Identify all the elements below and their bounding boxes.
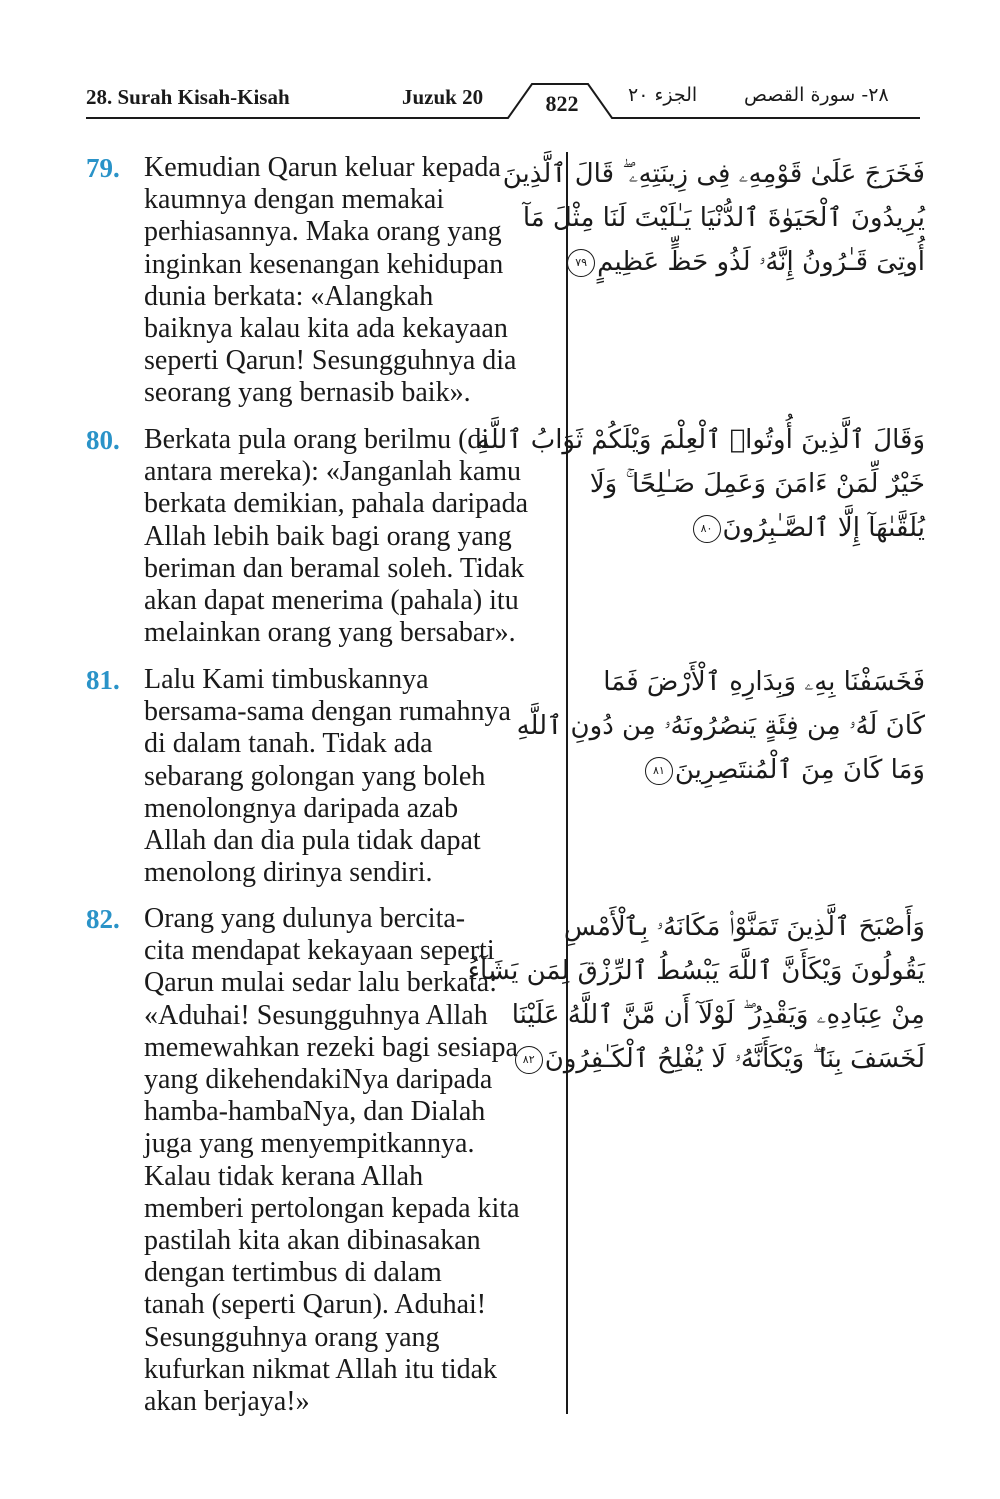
translation-line: Allah lebih baik bagi orang yang xyxy=(144,520,512,552)
translation-line: memberi pertolongan kepada kita xyxy=(144,1192,520,1224)
translation-line: di dalam tanah. Tidak ada xyxy=(144,728,433,760)
translation-line: pastilah kita akan dibinasakan xyxy=(144,1225,481,1257)
translation-line: seorang yang bernasib baik». xyxy=(144,377,471,409)
ayah-end-marker: ٨٢ xyxy=(515,1046,543,1074)
arabic-line: خَيْرٌ لِّمَنْ ءَامَنَ وَعَمِلَ صَـٰلِحًا ۚ وَلَا xyxy=(589,469,925,499)
translation-line: tanah (seperti Qarun). Aduhai! xyxy=(144,1289,487,1321)
arabic-line: يَقُولُونَ وَيْكَأَنَّ ٱللَّهَ يَبْسُطُ ٱلرِّزْقَ لِمَن يَشَآءُ xyxy=(467,956,925,986)
translation-line: sebarang golongan yang boleh xyxy=(144,760,486,792)
translation-line: seperti Qarun! Sesungguhnya dia xyxy=(144,345,517,377)
translation-line: melainkan orang yang bersabar». xyxy=(144,617,516,649)
translation-line: antara mereka): «Janganlah kamu xyxy=(144,456,522,488)
verse-number: 82. xyxy=(86,904,120,934)
translation-line: Qarun mulai sedar lalu berkata: xyxy=(144,967,497,999)
verse-arabic xyxy=(467,905,925,1081)
translation-line: inginkan kesenangan kehidupan xyxy=(144,248,504,280)
arabic-line: يُرِيدُونَ ٱلْحَيَوٰةَ ٱلدُّنْيَا يَـٰلَيْتَ لَنَا مِثْلَ مَآ xyxy=(522,203,925,233)
translation-line: Kemudian Qarun keluar kepada xyxy=(144,152,501,183)
translation-line: cita mendapat kekayaan seperti xyxy=(144,935,495,967)
translation-line: beriman dan beramal soleh. Tidak xyxy=(144,552,525,584)
page-number: 822 xyxy=(545,91,579,116)
verse-arabic xyxy=(476,418,925,550)
translation-line: baiknya kalau kita ada kekayaan xyxy=(144,313,508,345)
arabic-line: أُوتِىَ قَـٰرُونُ إِنَّهُۥ لَذُو حَظٍّ عَظِيمٍ xyxy=(597,247,925,277)
column-divider xyxy=(566,152,568,1414)
translation-line: menolong dirinya sendiri. xyxy=(144,857,433,889)
translation-line: Allah dan dia pula tidak dapat xyxy=(144,825,481,857)
translation-line: bersama-sama dengan rumahnya xyxy=(144,696,511,728)
translation-line: Orang yang dulunya bercita- xyxy=(144,903,466,934)
translation-line: «Aduhai! Sesungguhnya Allah xyxy=(144,999,488,1031)
ayah-end-marker: ٨٠ xyxy=(693,515,721,543)
translation-line: akan dapat menerima (pahala) itu xyxy=(144,585,519,617)
arabic-line: وَقَالَ ٱلَّذِينَ أُوتُوا۟ ٱلْعِلْمَ وَيْلَكُمْ ثَوَابُ ٱللَّهِ xyxy=(476,425,925,455)
ayah-end-marker: ٧٩ xyxy=(567,249,595,277)
translation-line: hamba-hambaNya, dan Dialah xyxy=(144,1096,486,1128)
verse-arabic xyxy=(516,660,925,792)
surah-title-arabic: ٢٨- سورة القصص xyxy=(744,84,889,106)
translation-line: Kalau tidak kerana Allah xyxy=(144,1160,424,1192)
arabic-line: يُلَقَّىٰهَآ إِلَّا ٱلصَّـٰبِرُونَ xyxy=(722,513,925,543)
juzuk-label: Juzuk 20 xyxy=(402,85,484,109)
translation-line: dengan tertimbus di dalam xyxy=(144,1257,442,1289)
arabic-line: وَأَصْبَحَ ٱلَّذِينَ تَمَنَّوْا۟ مَكَانَهُۥ بِٱلْأَمْسِ xyxy=(563,912,925,942)
arabic-line: فَخَسَفْنَا بِهِۦ وَبِدَارِهِ ٱلْأَرْضَ فَمَا xyxy=(603,667,925,697)
translation-line: Sesungguhnya orang yang xyxy=(144,1321,440,1353)
ayah-end-marker: ٨١ xyxy=(645,757,673,785)
translation-line: juga yang menyempitkannya. xyxy=(144,1128,475,1160)
verse-translation xyxy=(144,664,564,889)
verse-arabic xyxy=(502,152,925,284)
translation-line: yang dikehendakiNya daripada xyxy=(144,1064,493,1096)
verse-number: 79. xyxy=(86,153,120,183)
juz-label-arabic: الجزء ٢٠ xyxy=(628,84,698,106)
translation-line: dunia berkata: «Alangkah xyxy=(144,280,434,312)
translation-line: kaumnya dengan memakai xyxy=(144,184,445,216)
translation-line: memewahkan rezeki bagi sesiapa xyxy=(144,1031,518,1063)
arabic-line: وَمَا كَانَ مِنَ ٱلْمُنتَصِرِينَ xyxy=(674,755,925,785)
translation-line: akan berjaya!» xyxy=(144,1386,310,1418)
translation-line: Lalu Kami timbuskannya xyxy=(144,664,429,695)
surah-title-latin: 28. Surah Kisah-Kisah xyxy=(86,85,290,109)
arabic-line: كَانَ لَهُۥ مِن فِئَةٍ يَنصُرُونَهُۥ مِن دُونِ ٱللَّهِ xyxy=(516,711,925,741)
translation-line: berkata demikian, pahala daripada xyxy=(144,488,529,520)
verse-translation xyxy=(144,152,564,410)
translation-line: kufurkan nikmat Allah itu tidak xyxy=(144,1353,498,1385)
arabic-line: فَخَرَجَ عَلَىٰ قَوْمِهِۦ فِى زِينَتِهِۦ ۖ قَالَ ٱلَّذِينَ xyxy=(502,159,925,189)
verse-number: 80. xyxy=(86,425,120,455)
arabic-line: مِنْ عِبَادِهِۦ وَيَقْدِرُ ۖ لَوْلَآ أَن مَّنَّ ٱللَّهُ عَلَيْنَا xyxy=(511,1000,925,1030)
translation-line: Berkata pula orang berilmu (di xyxy=(144,424,490,455)
arabic-line: لَخَسَفَ بِنَا ۖ وَيْكَأَنَّهُۥ لَا يُفْلِحُ ٱلْكَـٰفِرُونَ xyxy=(544,1044,925,1074)
header-rule xyxy=(0,0,1000,130)
translation-line: perhiasannya. Maka orang yang xyxy=(144,216,502,248)
translation-line: menolongnya daripada azab xyxy=(144,792,459,824)
verse-number: 81. xyxy=(86,665,120,695)
